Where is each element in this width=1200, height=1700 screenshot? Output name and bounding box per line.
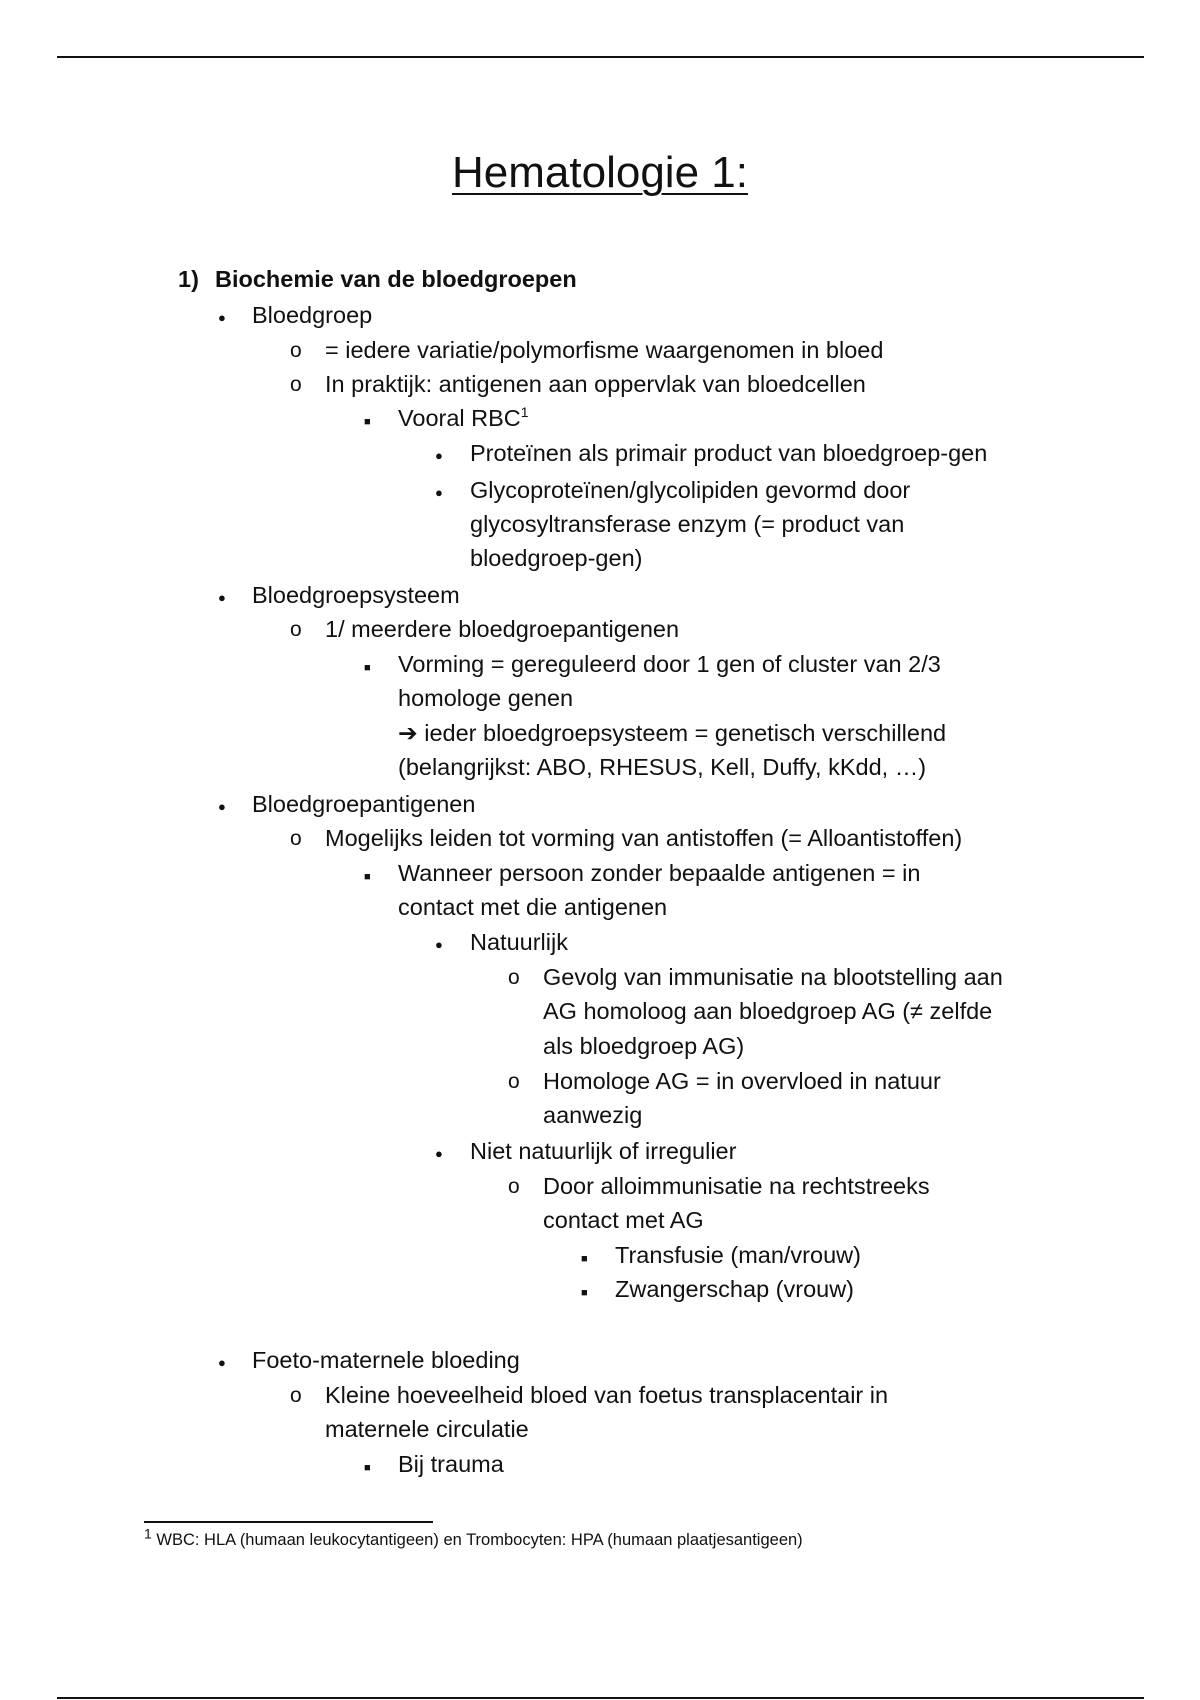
list-item: Homologe AG = in overvloed in natuur xyxy=(543,1068,941,1094)
list-item: Mogelijks leiden tot vorming van antistoffen (= Alloantistoffen) xyxy=(325,825,963,851)
list-item-continuation: contact met die antigenen xyxy=(398,894,668,920)
circle-bullet-icon xyxy=(508,1064,520,1099)
list-item: Gevolg van immunisatie na blootstelling aan xyxy=(543,964,1003,990)
list-item: Door alloimmunisatie na rechtstreeks xyxy=(543,1173,930,1199)
bullet-icon xyxy=(218,298,226,335)
square-bullet-icon xyxy=(364,401,371,439)
footer-rule xyxy=(57,1697,1144,1699)
circle-bullet-icon xyxy=(290,1378,302,1413)
list-item-continuation: homologe genen xyxy=(398,685,574,711)
bullet-icon xyxy=(218,787,226,824)
bullet-icon xyxy=(435,1134,443,1171)
arrow-right-icon: ➔ xyxy=(398,720,418,746)
footnote xyxy=(144,1525,803,1550)
list-item: Zwangerschap (vrouw) xyxy=(615,1276,855,1302)
bullet-icon xyxy=(435,473,443,510)
circle-bullet-icon xyxy=(508,1169,520,1204)
list-item: Bloedgroepantigenen xyxy=(252,791,476,817)
section-number: 1) xyxy=(178,266,199,292)
circle-bullet-icon xyxy=(508,960,520,995)
list-item: Glycoproteïnen/glycolipiden gevormd door xyxy=(470,477,911,503)
footnote-reference[interactable]: 1 xyxy=(520,404,529,421)
bullet-icon xyxy=(435,436,443,473)
list-item: Transfusie (man/vrouw) xyxy=(615,1242,861,1268)
list-item: Wanneer persoon zonder bepaalde antigenen = in xyxy=(398,860,921,886)
bullet-icon xyxy=(218,1343,226,1380)
list-item: Bloedgroep xyxy=(252,302,373,328)
list-item-continuation: AG homoloog aan bloedgroep AG (≠ zelfde xyxy=(543,998,993,1024)
list-item-continuation: als bloedgroep AG) xyxy=(543,1033,745,1059)
section-heading: Biochemie van de bloedgroepen xyxy=(215,266,577,292)
square-bullet-icon xyxy=(364,1447,371,1485)
list-item-continuation: maternele circulatie xyxy=(325,1416,529,1442)
list-item: Foeto-maternele bloeding xyxy=(252,1347,520,1373)
footnote-text: WBC: HLA (humaan leukocytantigeen) en Trombocyten: HPA (humaan plaatjesantigeen) xyxy=(151,1531,803,1549)
bullet-icon xyxy=(435,925,443,962)
list-item: Bloedgroepsysteem xyxy=(252,582,460,608)
circle-bullet-icon xyxy=(290,821,302,856)
list-item: Bij trauma xyxy=(398,1451,504,1477)
footnote-mark: 1 xyxy=(144,1525,152,1542)
square-bullet-icon xyxy=(581,1238,588,1276)
list-item: Vorming = gereguleerd door 1 gen of cluster van 2/3 xyxy=(398,651,941,677)
square-bullet-icon xyxy=(364,856,371,894)
list-item: Niet natuurlijk of irregulier xyxy=(470,1138,737,1164)
list-item-continuation: glycosyltransferase enzym (= product van xyxy=(470,511,905,537)
page-title: Hematologie 1: xyxy=(452,148,748,197)
footnote-separator xyxy=(144,1521,433,1523)
list-item-continuation: aanwezig xyxy=(543,1102,643,1128)
list-item-continuation: (belangrijkst: ABO, RHESUS, Kell, Duffy, kKdd, …) xyxy=(398,754,927,780)
list-item-continuation: ➔ ieder bloedgroepsysteem = genetisch verschillend xyxy=(398,720,947,746)
list-item: Vooral RBC$^1$ xyxy=(398,404,529,431)
header-rule xyxy=(57,56,1144,58)
list-item: 1/ meerdere bloedgroepantigenen xyxy=(325,616,680,642)
list-item: Proteïnen als primair product van bloedgroep-gen xyxy=(470,440,988,466)
list-item-continuation: contact met AG xyxy=(543,1207,704,1233)
circle-bullet-icon xyxy=(290,612,302,647)
bullet-icon xyxy=(218,578,226,615)
circle-bullet-icon xyxy=(290,367,302,402)
list-item: Natuurlijk xyxy=(470,929,568,955)
square-bullet-icon xyxy=(581,1272,588,1310)
list-item-continuation: bloedgroep-gen) xyxy=(470,545,643,571)
square-bullet-icon xyxy=(364,647,371,685)
list-item: In praktijk: antigenen aan oppervlak van bloedcellen xyxy=(325,371,866,397)
list-item: = iedere variatie/polymorfisme waargenomen in bloed xyxy=(325,337,884,363)
list-item: Kleine hoeveelheid bloed van foetus transplacentair in xyxy=(325,1382,889,1408)
circle-bullet-icon xyxy=(290,333,302,368)
